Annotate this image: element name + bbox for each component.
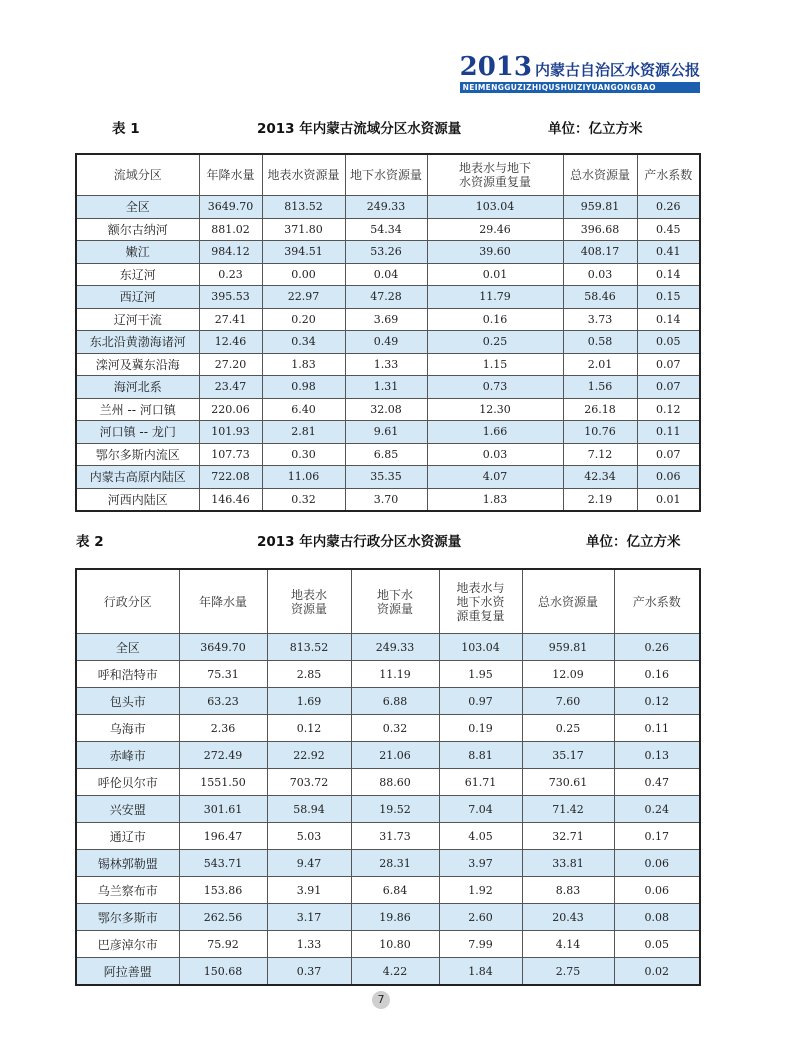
value-cell: 0.07 [637, 376, 700, 399]
value-cell: 0.13 [614, 742, 700, 769]
value-cell: 12.30 [427, 398, 563, 421]
value-cell: 12.09 [522, 661, 614, 688]
column-header: 产水系数 [637, 154, 700, 196]
value-cell: 0.11 [614, 715, 700, 742]
value-cell: 0.14 [637, 263, 700, 286]
column-header: 年降水量 [179, 569, 267, 634]
value-cell: 0.98 [262, 376, 345, 399]
table2-title: 2013 年内蒙古行政分区水资源量 [257, 534, 462, 550]
region-name-cell: 锡林郭勒盟 [76, 850, 179, 877]
value-cell: 71.42 [522, 796, 614, 823]
value-cell: 75.31 [179, 661, 267, 688]
value-cell: 0.02 [614, 958, 700, 986]
value-cell: 0.17 [614, 823, 700, 850]
brand-title: 内蒙古自治区水资源公报 [534, 61, 700, 79]
table-row [76, 688, 700, 715]
value-cell: 2.85 [267, 661, 351, 688]
value-cell: 12.46 [199, 331, 262, 354]
table1-basin-water-resources [75, 153, 701, 512]
value-cell: 3.97 [439, 850, 522, 877]
region-name-cell: 乌海市 [76, 715, 179, 742]
region-name-cell: 阿拉善盟 [76, 958, 179, 986]
value-cell: 10.80 [351, 931, 439, 958]
region-name-cell: 东北沿黄渤海诸河 [76, 331, 199, 354]
value-cell: 959.81 [522, 634, 614, 661]
table-row [76, 488, 700, 511]
value-cell: 39.60 [427, 241, 563, 264]
region-name-cell: 兴安盟 [76, 796, 179, 823]
table-row [76, 218, 700, 241]
region-name-cell: 东辽河 [76, 263, 199, 286]
value-cell: 0.08 [614, 904, 700, 931]
value-cell: 262.56 [179, 904, 267, 931]
value-cell: 3649.70 [179, 634, 267, 661]
value-cell: 35.17 [522, 742, 614, 769]
value-cell: 395.53 [199, 286, 262, 309]
table-row [76, 661, 700, 688]
region-name-cell: 西辽河 [76, 286, 199, 309]
value-cell: 107.73 [199, 443, 262, 466]
value-cell: 4.05 [439, 823, 522, 850]
value-cell: 0.16 [614, 661, 700, 688]
brand-subtitle: NEIMENGGUZIZHIQUSHUIZIYUANGONGBAO [460, 82, 700, 93]
value-cell: 984.12 [199, 241, 262, 264]
value-cell: 9.61 [345, 421, 427, 444]
table-row [76, 196, 700, 219]
value-cell: 196.47 [179, 823, 267, 850]
value-cell: 2.75 [522, 958, 614, 986]
value-cell: 1.83 [427, 488, 563, 511]
value-cell: 0.19 [439, 715, 522, 742]
value-cell: 5.03 [267, 823, 351, 850]
column-header: 产水系数 [614, 569, 700, 634]
value-cell: 32.71 [522, 823, 614, 850]
value-cell: 730.61 [522, 769, 614, 796]
region-name-cell: 内蒙古高原内陆区 [76, 466, 199, 489]
value-cell: 1.33 [267, 931, 351, 958]
value-cell: 3.70 [345, 488, 427, 511]
header-row [76, 569, 700, 634]
value-cell: 0.05 [637, 331, 700, 354]
value-cell: 20.43 [522, 904, 614, 931]
page-number: 7 [372, 991, 390, 1009]
value-cell: 0.45 [637, 218, 700, 241]
value-cell: 6.40 [262, 398, 345, 421]
value-cell: 2.81 [262, 421, 345, 444]
value-cell: 0.24 [614, 796, 700, 823]
value-cell: 0.58 [563, 331, 637, 354]
table-row [76, 931, 700, 958]
table1-title: 2013 年内蒙古流域分区水资源量 [257, 121, 462, 137]
region-name-cell: 通辽市 [76, 823, 179, 850]
report-brand [460, 54, 700, 93]
value-cell: 27.20 [199, 353, 262, 376]
table-row [76, 742, 700, 769]
value-cell: 1.56 [563, 376, 637, 399]
table-row [76, 308, 700, 331]
table-row [76, 823, 700, 850]
value-cell: 1.92 [439, 877, 522, 904]
value-cell: 394.51 [262, 241, 345, 264]
value-cell: 0.06 [614, 877, 700, 904]
value-cell: 1.33 [345, 353, 427, 376]
region-name-cell: 呼伦贝尔市 [76, 769, 179, 796]
value-cell: 22.97 [262, 286, 345, 309]
value-cell: 301.61 [179, 796, 267, 823]
value-cell: 3.91 [267, 877, 351, 904]
value-cell: 4.22 [351, 958, 439, 986]
value-cell: 7.12 [563, 443, 637, 466]
value-cell: 1.83 [262, 353, 345, 376]
table-row [76, 904, 700, 931]
value-cell: 11.79 [427, 286, 563, 309]
value-cell: 19.86 [351, 904, 439, 931]
region-name-cell: 赤峰市 [76, 742, 179, 769]
value-cell: 150.68 [179, 958, 267, 986]
region-name-cell: 全区 [76, 634, 179, 661]
value-cell: 2.01 [563, 353, 637, 376]
region-name-cell: 海河北系 [76, 376, 199, 399]
value-cell: 0.03 [427, 443, 563, 466]
value-cell: 0.00 [262, 263, 345, 286]
value-cell: 543.71 [179, 850, 267, 877]
value-cell: 1.66 [427, 421, 563, 444]
value-cell: 959.81 [563, 196, 637, 219]
value-cell: 703.72 [267, 769, 351, 796]
value-cell: 272.49 [179, 742, 267, 769]
value-cell: 8.83 [522, 877, 614, 904]
value-cell: 0.06 [614, 850, 700, 877]
value-cell: 63.23 [179, 688, 267, 715]
value-cell: 249.33 [345, 196, 427, 219]
value-cell: 153.86 [179, 877, 267, 904]
value-cell: 103.04 [439, 634, 522, 661]
value-cell: 0.34 [262, 331, 345, 354]
table-row [76, 398, 700, 421]
value-cell: 35.35 [345, 466, 427, 489]
region-name-cell: 乌兰察布市 [76, 877, 179, 904]
table-row [76, 958, 700, 986]
value-cell: 0.41 [637, 241, 700, 264]
value-cell: 0.30 [262, 443, 345, 466]
value-cell: 0.26 [637, 196, 700, 219]
region-name-cell: 包头市 [76, 688, 179, 715]
table-row [76, 376, 700, 399]
value-cell: 7.60 [522, 688, 614, 715]
column-header: 总水资源量 [563, 154, 637, 196]
column-header: 地表水资源量 [262, 154, 345, 196]
value-cell: 146.46 [199, 488, 262, 511]
value-cell: 0.01 [637, 488, 700, 511]
value-cell: 22.92 [267, 742, 351, 769]
value-cell: 0.04 [345, 263, 427, 286]
value-cell: 7.99 [439, 931, 522, 958]
value-cell: 0.26 [614, 634, 700, 661]
value-cell: 0.37 [267, 958, 351, 986]
value-cell: 31.73 [351, 823, 439, 850]
value-cell: 0.14 [637, 308, 700, 331]
table1-unit: 单位：亿立方米 [548, 121, 643, 137]
value-cell: 103.04 [427, 196, 563, 219]
value-cell: 0.12 [637, 398, 700, 421]
table-row [76, 634, 700, 661]
value-cell: 0.20 [262, 308, 345, 331]
column-header: 行政分区 [76, 569, 179, 634]
value-cell: 3649.70 [199, 196, 262, 219]
value-cell: 0.32 [262, 488, 345, 511]
region-name-cell: 鄂尔多斯内流区 [76, 443, 199, 466]
value-cell: 23.47 [199, 376, 262, 399]
value-cell: 29.46 [427, 218, 563, 241]
table-row [76, 241, 700, 264]
table-row [76, 421, 700, 444]
region-name-cell: 滦河及冀东沿海 [76, 353, 199, 376]
value-cell: 0.12 [267, 715, 351, 742]
value-cell: 1.95 [439, 661, 522, 688]
brand-year: 2013 [459, 52, 532, 82]
table2-label: 表 2 [76, 534, 104, 550]
value-cell: 0.15 [637, 286, 700, 309]
table-row [76, 331, 700, 354]
table1-label: 表 1 [112, 121, 140, 137]
value-cell: 1.31 [345, 376, 427, 399]
region-name-cell: 鄂尔多斯市 [76, 904, 179, 931]
value-cell: 220.06 [199, 398, 262, 421]
table-row [76, 263, 700, 286]
value-cell: 58.46 [563, 286, 637, 309]
value-cell: 7.04 [439, 796, 522, 823]
value-cell: 249.33 [351, 634, 439, 661]
value-cell: 1.15 [427, 353, 563, 376]
table-row [76, 769, 700, 796]
value-cell: 1551.50 [179, 769, 267, 796]
value-cell: 408.17 [563, 241, 637, 264]
value-cell: 0.05 [614, 931, 700, 958]
region-name-cell: 嫩江 [76, 241, 199, 264]
value-cell: 0.49 [345, 331, 427, 354]
value-cell: 88.60 [351, 769, 439, 796]
table-row [76, 796, 700, 823]
value-cell: 371.80 [262, 218, 345, 241]
value-cell: 1.69 [267, 688, 351, 715]
region-name-cell: 辽河干流 [76, 308, 199, 331]
table-row [76, 877, 700, 904]
value-cell: 28.31 [351, 850, 439, 877]
value-cell: 0.25 [427, 331, 563, 354]
value-cell: 0.97 [439, 688, 522, 715]
value-cell: 42.34 [563, 466, 637, 489]
region-name-cell: 河口镇 -- 龙门 [76, 421, 199, 444]
table-row [76, 443, 700, 466]
value-cell: 4.14 [522, 931, 614, 958]
region-name-cell: 全区 [76, 196, 199, 219]
value-cell: 21.06 [351, 742, 439, 769]
value-cell: 54.34 [345, 218, 427, 241]
column-header: 总水资源量 [522, 569, 614, 634]
value-cell: 3.73 [563, 308, 637, 331]
value-cell: 19.52 [351, 796, 439, 823]
value-cell: 9.47 [267, 850, 351, 877]
value-cell: 58.94 [267, 796, 351, 823]
value-cell: 0.01 [427, 263, 563, 286]
table2-admin-water-resources [75, 568, 701, 986]
value-cell: 47.28 [345, 286, 427, 309]
table-row [76, 850, 700, 877]
column-header: 流域分区 [76, 154, 199, 196]
value-cell: 6.85 [345, 443, 427, 466]
value-cell: 4.07 [427, 466, 563, 489]
column-header: 年降水量 [199, 154, 262, 196]
value-cell: 0.03 [563, 263, 637, 286]
column-header: 地表水 资源量 [267, 569, 351, 634]
value-cell: 3.69 [345, 308, 427, 331]
value-cell: 61.71 [439, 769, 522, 796]
column-header: 地下水资源量 [345, 154, 427, 196]
region-name-cell: 呼和浩特市 [76, 661, 179, 688]
value-cell: 1.84 [439, 958, 522, 986]
value-cell: 33.81 [522, 850, 614, 877]
region-name-cell: 额尔古纳河 [76, 218, 199, 241]
column-header: 地表水与 地下水资 源重复量 [439, 569, 522, 634]
value-cell: 10.76 [563, 421, 637, 444]
value-cell: 0.12 [614, 688, 700, 715]
value-cell: 0.07 [637, 443, 700, 466]
table2-unit: 单位：亿立方米 [586, 534, 681, 550]
column-header: 地下水 资源量 [351, 569, 439, 634]
value-cell: 101.93 [199, 421, 262, 444]
value-cell: 722.08 [199, 466, 262, 489]
value-cell: 813.52 [267, 634, 351, 661]
value-cell: 8.81 [439, 742, 522, 769]
column-header: 地表水与地下 水资源重复量 [427, 154, 563, 196]
value-cell: 53.26 [345, 241, 427, 264]
value-cell: 0.16 [427, 308, 563, 331]
value-cell: 2.19 [563, 488, 637, 511]
header-row [76, 154, 700, 196]
value-cell: 0.47 [614, 769, 700, 796]
value-cell: 0.06 [637, 466, 700, 489]
region-name-cell: 河西内陆区 [76, 488, 199, 511]
value-cell: 0.32 [351, 715, 439, 742]
value-cell: 32.08 [345, 398, 427, 421]
table-row [76, 715, 700, 742]
value-cell: 813.52 [262, 196, 345, 219]
value-cell: 396.68 [563, 218, 637, 241]
value-cell: 0.25 [522, 715, 614, 742]
value-cell: 11.06 [262, 466, 345, 489]
value-cell: 0.23 [199, 263, 262, 286]
value-cell: 2.60 [439, 904, 522, 931]
value-cell: 0.11 [637, 421, 700, 444]
value-cell: 881.02 [199, 218, 262, 241]
value-cell: 75.92 [179, 931, 267, 958]
value-cell: 6.88 [351, 688, 439, 715]
value-cell: 27.41 [199, 308, 262, 331]
region-name-cell: 兰州 -- 河口镇 [76, 398, 199, 421]
table-row [76, 353, 700, 376]
value-cell: 6.84 [351, 877, 439, 904]
table-row [76, 466, 700, 489]
value-cell: 0.07 [637, 353, 700, 376]
value-cell: 0.73 [427, 376, 563, 399]
value-cell: 3.17 [267, 904, 351, 931]
table-row [76, 286, 700, 309]
value-cell: 2.36 [179, 715, 267, 742]
region-name-cell: 巴彦淖尔市 [76, 931, 179, 958]
value-cell: 11.19 [351, 661, 439, 688]
value-cell: 26.18 [563, 398, 637, 421]
